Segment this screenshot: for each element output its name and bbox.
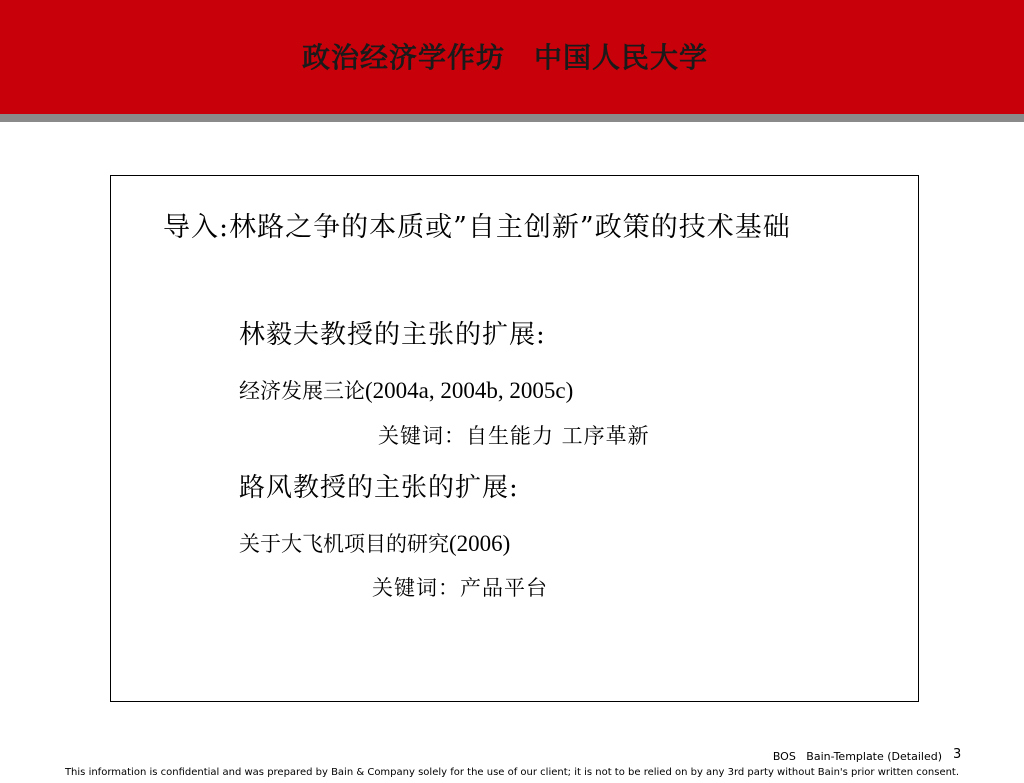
slide-header-title: 政治经济学作坊 中国人民大学 bbox=[301, 41, 708, 74]
page-number: 3 bbox=[953, 747, 962, 762]
lu-work-ref: (2006) bbox=[449, 531, 511, 556]
template-label: BOS Bain-Template (Detailed) bbox=[772, 750, 942, 763]
lin-heading: 林毅夫教授的主张的扩展: bbox=[239, 320, 546, 350]
lin-keywords: 关键词：自生能力 工序革新 bbox=[378, 424, 650, 448]
lin-work-title: 经济发展三论 bbox=[239, 379, 365, 403]
lin-work-ref: (2004a, 2004b, 2005c) bbox=[365, 378, 574, 403]
confidentiality-disclaimer: This information is confidential and was prepared by Bain & Company solely for the use of our client; it is not to be relied on by any 3rd party without Bain's prior written consent. bbox=[64, 767, 960, 778]
lu-heading: 路风教授的主张的扩展: bbox=[239, 473, 519, 503]
lu-work-title: 关于大飞机项目的研究 bbox=[239, 532, 449, 556]
lin-work bbox=[239, 379, 573, 402]
lu-keywords: 关键词：产品平台 bbox=[372, 576, 548, 600]
lu-work bbox=[239, 532, 510, 555]
content-box bbox=[110, 175, 919, 702]
header-stripe bbox=[0, 114, 1024, 122]
intro-line: 导入:林路之争的本质或”自主创新”政策的技术基础 bbox=[163, 212, 791, 243]
